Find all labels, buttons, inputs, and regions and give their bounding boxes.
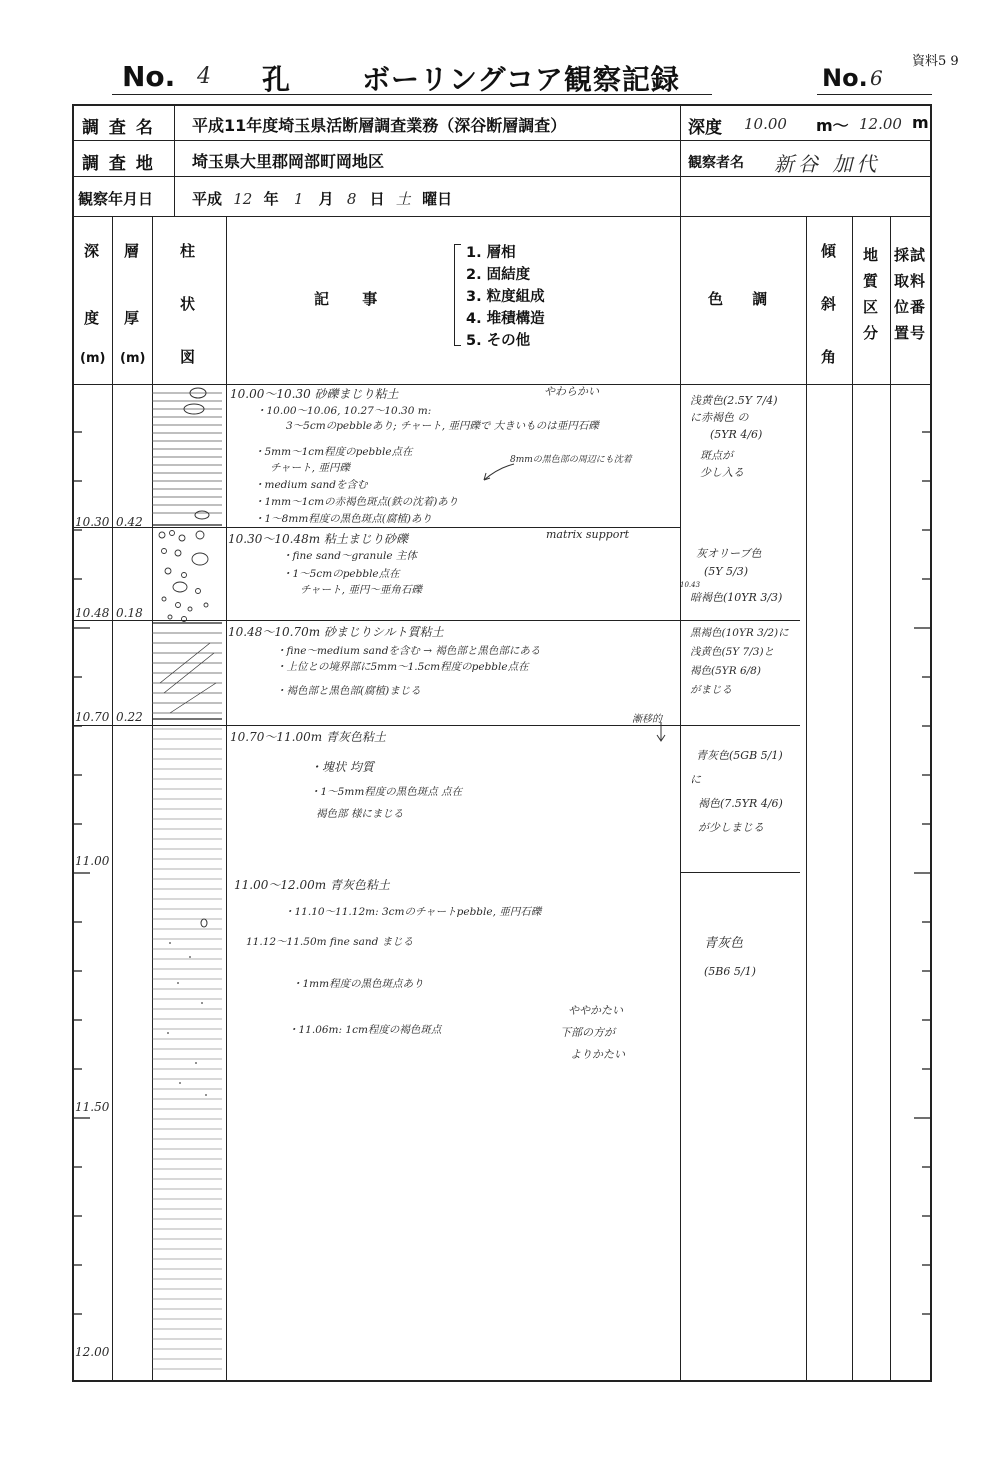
record-items-bracket bbox=[454, 244, 461, 346]
layer-5-note: ・11.10〜11.12m: 3cmのチャートpebble, 亜円石礫 bbox=[284, 906, 542, 918]
observer-label: 観察者名 bbox=[688, 155, 744, 171]
layer-5-side-line: よりかたい bbox=[570, 1048, 625, 1061]
dip-header-1: 傾 bbox=[821, 242, 837, 260]
geo-header-2: 質 bbox=[863, 272, 879, 290]
geo-header-4: 分 bbox=[863, 324, 879, 342]
layer-3-color-line: 浅黄色(5Y 7/3)と bbox=[690, 646, 775, 658]
record-item-2: 2. 固結度 bbox=[466, 267, 531, 283]
layer-4-note: 褐色部 様にまじる bbox=[316, 808, 404, 820]
depth-from: 10.00 bbox=[744, 115, 787, 133]
dip-header-3: 角 bbox=[821, 348, 837, 366]
color-header-1: 色 bbox=[708, 290, 724, 308]
dip-header-2: 斜 bbox=[821, 295, 837, 313]
layer-1-note: ・1〜8mm程度の黒色斑点(腐植)あり bbox=[254, 513, 432, 525]
layer-4-color-line: に bbox=[690, 773, 701, 786]
thickness-header bbox=[120, 242, 146, 366]
geo-header bbox=[863, 242, 878, 346]
depth-header bbox=[80, 242, 106, 366]
title-underline bbox=[112, 94, 712, 95]
layer-3-note: ・上位との境界部に5mm〜1.5cm程度のpebble点在 bbox=[276, 661, 529, 673]
date-year: 12 bbox=[233, 190, 253, 208]
color-header-2: 調 bbox=[752, 290, 768, 308]
layer-3-color-line: がまじる bbox=[690, 684, 732, 696]
page-number: 6 bbox=[870, 66, 883, 90]
layer-1-color-line: 浅黄色(2.5Y 7/4) bbox=[690, 394, 778, 407]
layer-2-color-line: (5Y 5/3) bbox=[704, 565, 749, 578]
layer-1-color bbox=[690, 392, 778, 481]
survey-name-label: 調 査 名 bbox=[82, 118, 155, 138]
depth-header-1: 深 bbox=[84, 242, 100, 260]
document-reference: 資料5 9 bbox=[912, 54, 959, 69]
depth-range-label: 深度 bbox=[688, 118, 722, 138]
page-no-label: No. bbox=[822, 64, 868, 92]
layer-4-color-line: 褐色(7.5YR 4/6) bbox=[698, 797, 783, 810]
location-label: 調 査 地 bbox=[82, 154, 155, 174]
date-day-label: 日 bbox=[369, 190, 385, 208]
layer-2-heading: 10.30〜10.48m 粘土まじり砂礫 bbox=[228, 532, 408, 546]
date-era: 平成 bbox=[192, 190, 223, 208]
hole-number: 4 bbox=[197, 64, 211, 89]
depth-to: 12.00 bbox=[859, 115, 902, 133]
record-item-3: 3. 粒度組成 bbox=[466, 289, 545, 305]
record-header-1: 記 bbox=[314, 290, 330, 308]
depth-mark: 11.00 bbox=[75, 854, 110, 868]
column-header-3: 図 bbox=[180, 348, 196, 366]
row-divider bbox=[74, 216, 930, 217]
layer-3-color-line: 黒褐色(10YR 3/2)に bbox=[690, 627, 789, 639]
layer-5-side-note bbox=[560, 1000, 625, 1066]
depth-mark: 12.00 bbox=[75, 1345, 110, 1359]
layer-1-color-line: 少し入る bbox=[700, 466, 744, 479]
page-title: ボーリングコア観察記録 bbox=[362, 63, 680, 96]
layer-3-note: ・褐色部と黒色部(腐植)まじる bbox=[276, 685, 421, 697]
survey-name: 平成11年度埼玉県活断層調査業務（深谷断層調査） bbox=[192, 116, 567, 135]
layer-5-color-line: (5B6 5/1) bbox=[704, 965, 756, 978]
hole-no-label: No. bbox=[122, 60, 176, 93]
layer-5-note: ・11.06m: 1cm程度の褐色斑点 bbox=[288, 1024, 442, 1036]
layer-1-color-line: に赤褐色 の bbox=[690, 411, 749, 424]
dip-header bbox=[821, 244, 836, 365]
layer-1-note: 3〜5cmのpebbleあり; チャート, 亜円礫で 大きいものは亜円石礫 bbox=[286, 420, 599, 432]
layer-1-note: ・10.00〜10.06, 10.27〜10.30 m: bbox=[256, 405, 432, 417]
date-weekday-label: 曜日 bbox=[422, 190, 453, 208]
col-divider bbox=[174, 106, 175, 216]
layer-1-note: チャート, 亜円礫 bbox=[270, 462, 350, 474]
page-no-underline bbox=[817, 94, 932, 95]
layer-3-side-note: 漸移的 bbox=[632, 714, 662, 725]
geo-header-1: 地 bbox=[863, 246, 879, 264]
geo-header-3: 区 bbox=[863, 298, 879, 316]
record-header-2: 事 bbox=[362, 290, 378, 308]
thickness-mark: 0.22 bbox=[116, 710, 143, 724]
thickness-header-unit: (m) bbox=[120, 351, 146, 366]
layer-4-note: ・塊状 均質 bbox=[310, 760, 374, 774]
hole-suffix: 孔 bbox=[262, 63, 291, 96]
thickness-mark: 0.18 bbox=[116, 606, 143, 620]
column-header bbox=[180, 244, 195, 365]
sample-header bbox=[894, 242, 926, 346]
column-header-1: 柱 bbox=[180, 242, 196, 260]
depth-mark: 10.48 bbox=[75, 606, 110, 620]
layer-5-note: ・1mm程度の黒色斑点あり bbox=[292, 978, 424, 990]
layer-2-note: チャート, 亜円〜亜角石礫 bbox=[300, 584, 422, 596]
survey-location: 埼玉県大里郡岡部町岡地区 bbox=[192, 152, 385, 171]
observer-name: 新谷 加代 bbox=[774, 152, 881, 176]
record-item-5: 5. その他 bbox=[466, 333, 531, 349]
layer-1-note: ・1mm〜1cmの赤褐色斑点(鉄の沈着)あり bbox=[254, 496, 459, 508]
record-header bbox=[314, 288, 377, 309]
date-label: 観察年月日 bbox=[78, 190, 154, 208]
date-weekday: 土 bbox=[395, 190, 411, 208]
depth-mark: 10.70 bbox=[75, 710, 110, 724]
layer-3-color-line: 褐色(5YR 6/8) bbox=[690, 665, 761, 677]
layer-1-note: 8mmの黒色部の周辺にも沈着 bbox=[510, 455, 632, 465]
record-item-4: 4. 堆積構造 bbox=[466, 311, 545, 327]
layer-1-note: ・5mm〜1cm程度のpebble点在 bbox=[254, 446, 413, 458]
gradational-arrow-icon bbox=[654, 722, 668, 744]
sample-header-4: 置号 bbox=[894, 324, 927, 342]
layer-4-color-line: 青灰色(5GB 5/1) bbox=[696, 749, 783, 762]
depth-separator: m〜 bbox=[816, 116, 849, 135]
column-header-2: 状 bbox=[180, 295, 196, 313]
layer-4-color bbox=[690, 744, 783, 840]
depth-unit: m bbox=[912, 113, 929, 132]
row-divider bbox=[74, 140, 930, 141]
thickness-mark: 0.42 bbox=[116, 515, 143, 529]
layer-2-color-line: 灰オリーブ色 bbox=[696, 547, 762, 560]
layer-2-color bbox=[680, 545, 783, 607]
depth-header-unit: (m) bbox=[80, 351, 106, 366]
layer-4-note: ・1〜5mm程度の黒色斑点 点在 bbox=[310, 786, 463, 798]
date-year-label: 年 bbox=[263, 190, 279, 208]
depth-mark: 11.50 bbox=[75, 1100, 110, 1114]
layer-5-color-line: 青灰色 bbox=[704, 936, 744, 951]
layer-5-note: 11.12〜11.50m fine sand まじる bbox=[246, 936, 414, 948]
sample-header-1: 採試 bbox=[894, 246, 927, 264]
observation-date bbox=[192, 188, 452, 209]
layer-3-heading: 10.48〜10.70m 砂まじりシルト質粘土 bbox=[228, 625, 444, 639]
depth-scale-ticks bbox=[72, 383, 932, 1378]
layer-2-note: ・fine sand〜granule 主体 bbox=[282, 550, 417, 562]
layer-5-side-line: ややかたい bbox=[568, 1004, 623, 1017]
color-header bbox=[708, 288, 767, 309]
layer-5-color bbox=[704, 930, 756, 986]
layer-4-color-line: が少しまじる bbox=[698, 821, 764, 834]
layer-5-side-line: 下部の方が bbox=[560, 1026, 615, 1039]
thickness-header-2: 厚 bbox=[124, 309, 140, 327]
record-item-1: 1. 層相 bbox=[466, 245, 516, 261]
layer-5-heading: 11.00〜12.00m 青灰色粘土 bbox=[234, 878, 390, 892]
layer-2-side-note: matrix support bbox=[546, 528, 629, 541]
layer-2-color-line: 暗褐色(10YR 3/3) bbox=[690, 591, 783, 604]
arrow-icon bbox=[478, 462, 518, 484]
date-month-label: 月 bbox=[318, 190, 334, 208]
layer-1-heading: 10.00〜10.30 砂礫まじり粘土 bbox=[230, 387, 399, 401]
date-month: 1 bbox=[293, 190, 304, 208]
layer-4-heading: 10.70〜11.00m 青灰色粘土 bbox=[230, 730, 386, 744]
date-day: 8 bbox=[346, 190, 357, 208]
sample-header-3: 位番 bbox=[894, 298, 927, 316]
layer-2-note: ・1〜5cmのpebble点在 bbox=[282, 568, 400, 580]
depth-mark: 10.30 bbox=[75, 515, 110, 529]
sample-header-2: 取料 bbox=[894, 272, 927, 290]
record-items bbox=[466, 242, 545, 352]
layer-1-side-note: やわらかい bbox=[544, 385, 599, 398]
layer-1-color-line: 斑点が bbox=[700, 449, 733, 462]
layer-1-color-line: (5YR 4/6) bbox=[710, 428, 763, 441]
layer-3-note: ・fine〜medium sandを含む → 褐色部と黒色部にある bbox=[276, 645, 541, 657]
layer-1-note: ・medium sandを含む bbox=[254, 479, 368, 491]
layer-2-color-line: 10.43 bbox=[680, 581, 701, 589]
layer-3-color bbox=[690, 624, 789, 700]
depth-header-2: 度 bbox=[84, 309, 100, 327]
title-row bbox=[72, 58, 932, 98]
thickness-header-1: 層 bbox=[124, 242, 140, 260]
